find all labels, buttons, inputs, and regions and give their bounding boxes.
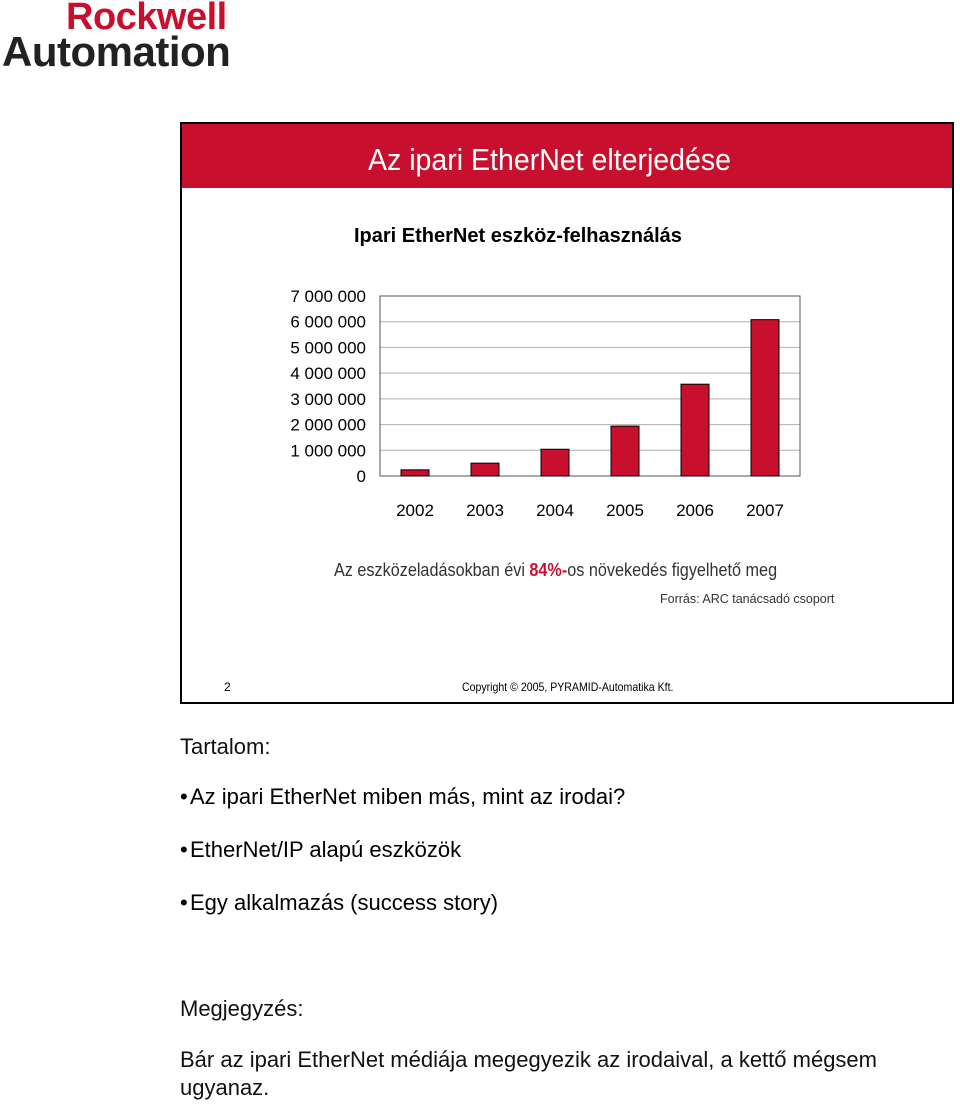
logo-line-1: Rockwell (66, 0, 227, 38)
x-tick-label: 2005 (606, 501, 644, 520)
bullet-icon: • (180, 890, 188, 915)
bar-2007 (751, 320, 779, 476)
bullet-icon: • (180, 837, 188, 862)
y-tick-label: 2 000 000 (290, 415, 366, 435)
bar-2006 (681, 384, 709, 476)
x-tick-label: 2004 (536, 501, 574, 520)
y-tick-label: 4 000 000 (290, 364, 366, 384)
contents-item-text: EtherNet/IP alapú eszközök (190, 837, 462, 862)
slide-page-number: 2 (224, 680, 231, 694)
logo-line-2: Automation (2, 28, 231, 75)
contents-item-text: Egy alkalmazás (success story) (190, 890, 499, 915)
caption-highlight: 84%- (529, 560, 568, 580)
x-tick-label: 2006 (676, 501, 714, 520)
y-tick-label: 6 000 000 (290, 312, 366, 332)
bar-2004 (541, 449, 569, 476)
slide-copyright: Copyright © 2005, PYRAMID-Automatika Kft. (462, 680, 674, 694)
plot-area (380, 296, 800, 476)
note-label: Megjegyzés: (180, 996, 304, 1021)
contents-label: Tartalom: (180, 734, 271, 759)
slide-thumbnail (180, 122, 954, 704)
note-text: Bár az ipari EtherNet médiája megegyezik az irodaival, a kettő mégsem ugyanaz. (180, 1047, 877, 1100)
y-tick-label: 7 000 000 (290, 287, 366, 306)
bar-2003 (471, 463, 499, 476)
contents-item (180, 837, 625, 863)
y-tick-label: 1 000 000 (290, 441, 366, 461)
contents-item-text: Az ipari EtherNet miben más, mint az irodai? (190, 784, 626, 809)
x-tick-label: 2003 (466, 501, 504, 520)
contents-list (180, 784, 625, 943)
x-tick-label: 2007 (746, 501, 784, 520)
bar-2005 (611, 426, 639, 476)
x-tick-label: 2002 (396, 501, 434, 520)
bullet-icon: • (180, 784, 188, 809)
chart-title: Ipari EtherNet eszköz-felhasználás (354, 225, 682, 247)
rockwell-automation-logo (0, 0, 270, 75)
y-tick-label: 5 000 000 (290, 338, 366, 358)
y-tick-label: 3 000 000 (290, 389, 366, 409)
slide-title: Az ipari EtherNet elterjedése (368, 142, 732, 177)
chart-caption (334, 560, 777, 581)
y-tick-label: 0 (356, 467, 366, 486)
chart-source: Forrás: ARC tanácsadó csoport (660, 592, 835, 606)
bar-2002 (401, 470, 429, 476)
contents-item (180, 890, 625, 916)
bar-chart (182, 124, 952, 554)
caption-text-end: os növekedés figyelhető meg (567, 560, 778, 580)
caption-text-start: Az eszközeladásokban évi (334, 560, 530, 580)
contents-item (180, 784, 625, 810)
